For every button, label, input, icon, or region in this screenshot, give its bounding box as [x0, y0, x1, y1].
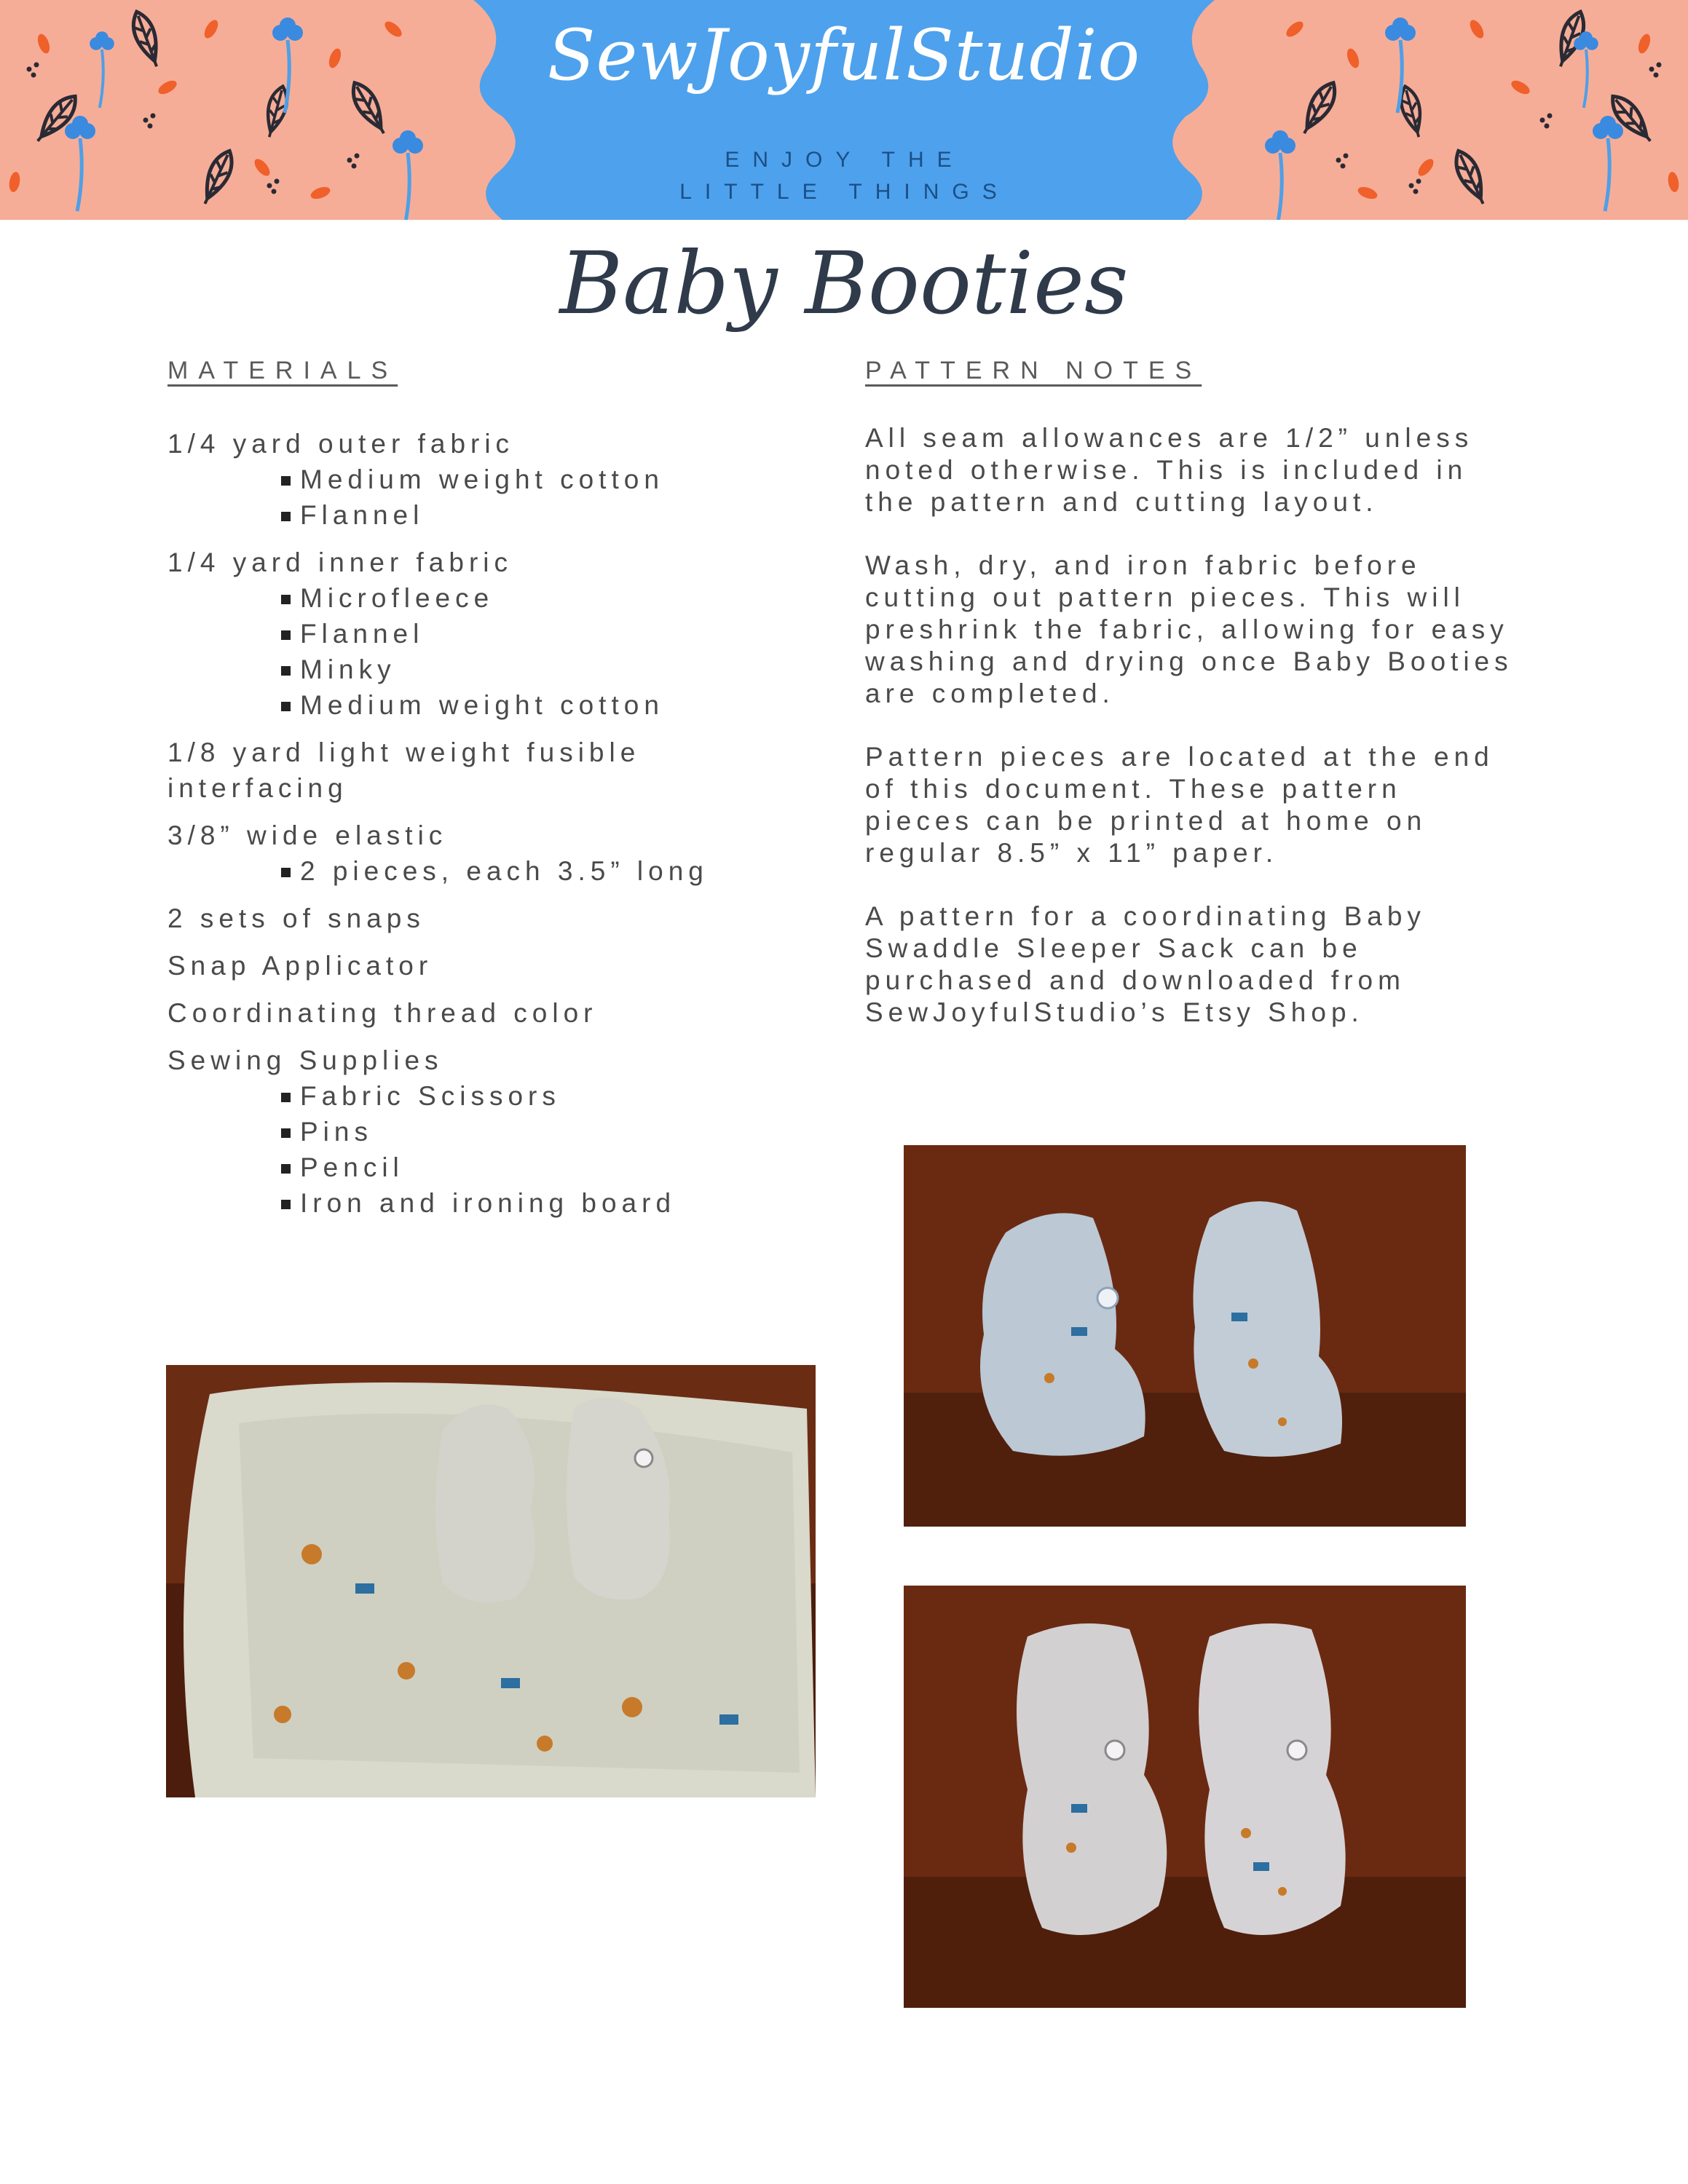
- pattern-note-paragraph: All seam allowances are 1/2” unless noted otherwise. This is included in the pattern and cutting layout.: [865, 423, 1474, 517]
- pattern-note-paragraph: Wash, dry, and iron fabric before cutting out pattern pieces. This will preshrink the fabric, allowing for easy washing and drying once Baby Booties are completed.: [865, 550, 1513, 708]
- material-subitem: Iron and ironing board: [278, 1185, 823, 1221]
- material-label: 1/4 yard outer fabric: [167, 429, 515, 459]
- materials-heading: MATERIALS: [167, 357, 398, 384]
- header-banner: [0, 0, 1688, 220]
- material-item: [167, 818, 823, 889]
- material-subitem: Microfleece: [278, 580, 823, 616]
- material-subitem: Minky: [278, 652, 823, 687]
- pattern-notes: [865, 422, 1521, 1060]
- material-item: [167, 901, 823, 936]
- material-sublist: [167, 580, 823, 723]
- pattern-notes-heading: PATTERN NOTES: [865, 357, 1202, 384]
- material-label: 1/4 yard inner fabric: [167, 547, 513, 577]
- material-label: 1/8 yard light weight fusible interfacing: [167, 737, 641, 803]
- floral-panel-left: [0, 0, 524, 220]
- pattern-note-paragraph: A pattern for a coordinating Baby Swaddle Sleeper Sack can be purchased and downloaded from SewJoyfulStudio’s Etsy Shop.: [865, 901, 1426, 1027]
- materials-list: [167, 426, 823, 1233]
- material-label: 2 sets of snaps: [167, 903, 425, 933]
- material-item: [167, 948, 823, 984]
- material-label: Snap Applicator: [167, 951, 433, 981]
- brand-tagline: ENJOY THE LITTLE THINGS: [679, 148, 1010, 204]
- material-subitem: Medium weight cotton: [278, 462, 823, 497]
- material-sublist: [167, 1078, 823, 1221]
- material-subitem: Fabric Scissors: [278, 1078, 823, 1114]
- material-item: [167, 735, 823, 806]
- pattern-note-paragraph: Pattern pieces are located at the end of this document. These pattern pieces can be printed at home on regular 8.5” x 11” paper.: [865, 742, 1494, 868]
- booties-on-swaddle-photo: [166, 1365, 816, 1797]
- material-sublist: [167, 462, 823, 533]
- material-sublist: [167, 853, 823, 889]
- material-subitem: Pencil: [278, 1150, 823, 1185]
- material-label: Coordinating thread color: [167, 998, 598, 1028]
- material-label: Sewing Supplies: [167, 1045, 443, 1075]
- material-subitem: Flannel: [278, 616, 823, 652]
- material-item: [167, 426, 823, 533]
- material-subitem: 2 pieces, each 3.5” long: [278, 853, 823, 889]
- material-label: 3/8” wide elastic: [167, 820, 448, 850]
- material-subitem: Medium weight cotton: [278, 687, 823, 723]
- material-item: [167, 545, 823, 723]
- page-title: Baby Booties: [559, 233, 1129, 333]
- floral-panel-right: [1164, 0, 1688, 220]
- material-item: [167, 1042, 823, 1221]
- booties-side-view-photo: [904, 1145, 1466, 1527]
- brand-name: SewJoyfulStudio: [547, 15, 1141, 96]
- material-subitem: Pins: [278, 1114, 823, 1150]
- material-subitem: Flannel: [278, 497, 823, 533]
- booties-front-view-photo: [904, 1586, 1466, 2008]
- material-item: [167, 995, 823, 1031]
